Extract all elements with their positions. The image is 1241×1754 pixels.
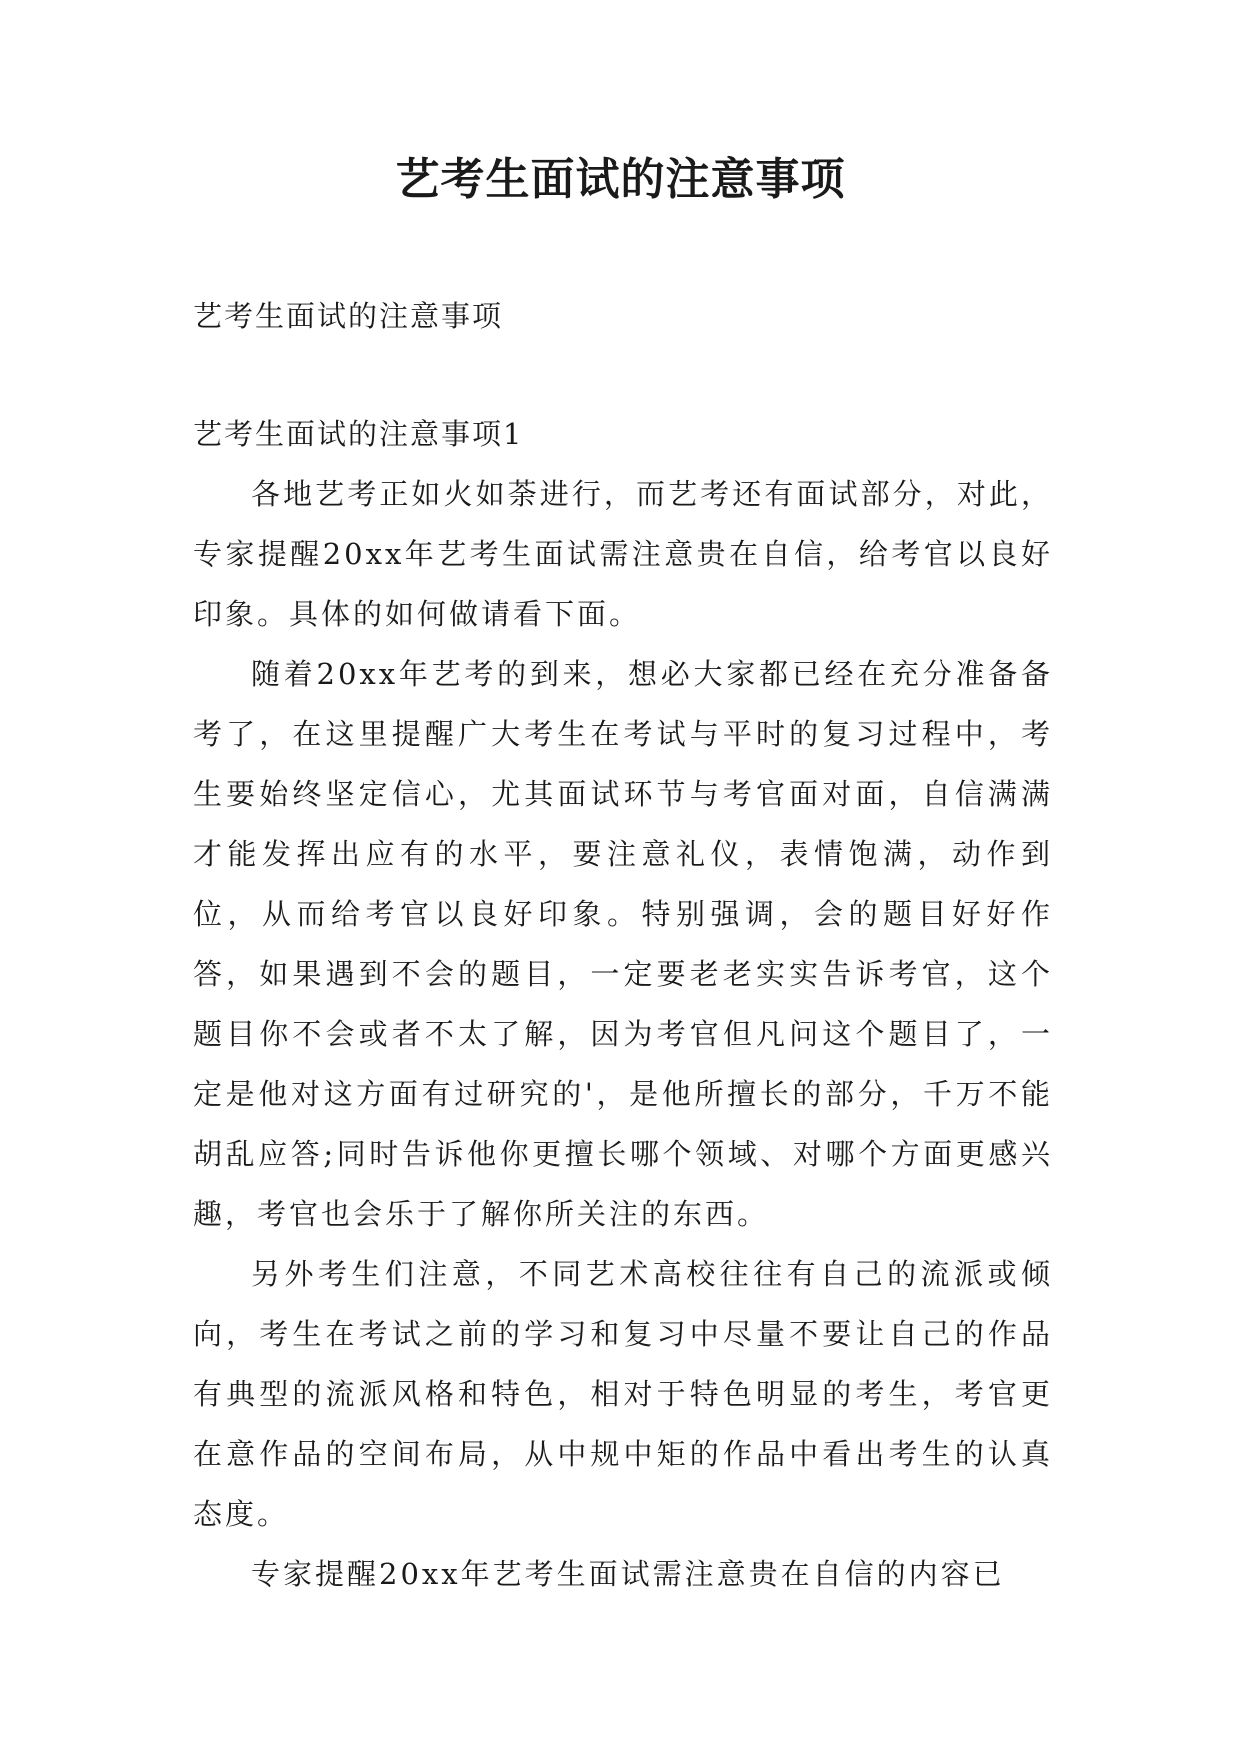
section-heading: 艺考生面试的注意事项1 (193, 417, 524, 451)
paragraph-2: 随着20xx年艺考的到来，想必大家都已经在充分准备备考了，在这里提醒广大考生在考试与平时的复习过程中，考生要始终坚定信心，尤其面试环节与考官面对面，自信满满才能发挥出应有的水平，要注意礼仪，表情饱满，动作到位，从而给考官以良好印象。特别强调，会的题目好好作答，如果遇到不会的题目，一定要老老实实告诉考官，这个题目你不会或者不太了解，因为考官但凡问这个题目了，一定是他对这方面有过研究的'，是他所擅长的部分，千万不能胡乱应答;同时告诉他你更擅长哪个领域、对哪个方面更感兴趣，考官也会乐于了解你所关注的东西。 (193, 657, 1053, 1231)
paragraph-4: 专家提醒20xx年艺考生面试需注意贵在自信的内容已 (251, 1557, 1005, 1591)
body-text (193, 464, 1053, 1604)
document-subtitle: 艺考生面试的注意事项 (193, 299, 504, 333)
document-title: 艺考生面试的注意事项 (395, 154, 846, 205)
paragraph-3: 另外考生们注意，不同艺术高校往往有自己的流派或倾向，考生在考试之前的学习和复习中尽量不要让自己的作品有典型的流派风格和特色，相对于特色明显的考生，考官更在意作品的空间布局，从中规中矩的作品中看出考生的认真态度。 (193, 1257, 1053, 1531)
paragraph-1: 各地艺考正如火如荼进行，而艺考还有面试部分，对此，专家提醒20xx年艺考生面试需注意贵在自信，给考官以良好印象。具体的如何做请看下面。 (193, 477, 1053, 631)
